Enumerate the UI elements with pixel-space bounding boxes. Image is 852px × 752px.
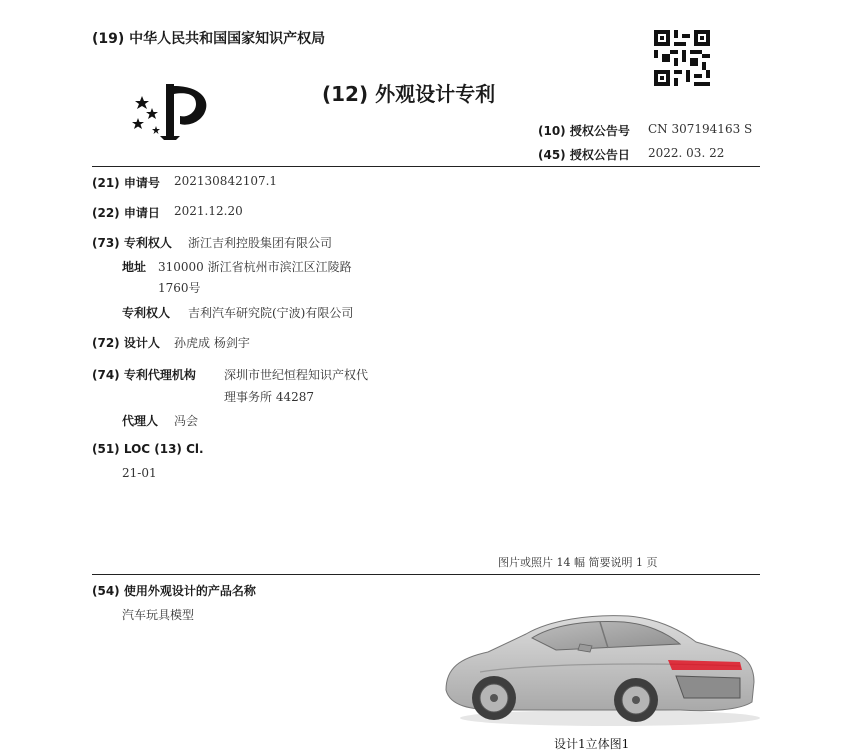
product-name-label: (54) 使用外观设计的产品名称 [92,584,256,598]
pages-note: 图片或照片 14 幅 简要说明 1 页 [498,556,658,569]
qr-code-icon [654,30,710,86]
second-patentee-value: 吉利汽车研究院(宁波)有限公司 [188,306,354,320]
patentee-label: (73) 专利权人 [92,236,172,250]
address-value-line2: 1760号 [158,281,201,295]
application-number-label: (21) 申请号 [92,176,160,190]
header-divider [92,166,760,167]
grant-date-value: 2022. 03. 22 [648,146,725,160]
cnipa-emblem-logo [130,78,214,142]
agent-value: 冯会 [174,414,199,428]
agency-label: (74) 专利代理机构 [92,368,196,382]
loc-classification-value: 21-01 [122,466,157,480]
agency-value-line2: 理事务所 44287 [224,390,314,404]
address-value-line1: 310000 浙江省杭州市滨江区江陵路 [158,260,352,274]
loc-classification-label: (51) LOC (13) Cl. [92,442,204,456]
grant-date-label: (45) 授权公告日 [538,148,630,162]
office-name: (19) 中华人民共和国国家知识产权局 [92,31,326,47]
footer-divider [92,574,760,575]
patentee-value: 浙江吉利控股集团有限公司 [188,236,333,250]
second-patentee-label: 专利权人 [122,306,171,320]
designer-label: (72) 设计人 [92,336,160,350]
application-date-value: 2021.12.20 [174,204,243,218]
designer-value: 孙虎成 杨剑宇 [174,336,250,350]
application-date-label: (22) 申请日 [92,206,160,220]
car-design-image [440,606,760,730]
document-type-title: (12) 外观设计专利 [322,82,496,106]
grant-number-label: (10) 授权公告号 [538,124,630,138]
agent-label: 代理人 [122,414,159,428]
application-number-value: 202130842107.1 [174,174,278,188]
grant-number-value: CN 307194163 S [648,122,753,136]
product-name-value: 汽车玩具模型 [122,608,195,622]
figure-caption: 设计1立体图1 [554,737,630,751]
agency-value-line1: 深圳市世纪恒程知识产权代 [224,368,369,382]
address-label: 地址 [122,260,147,274]
